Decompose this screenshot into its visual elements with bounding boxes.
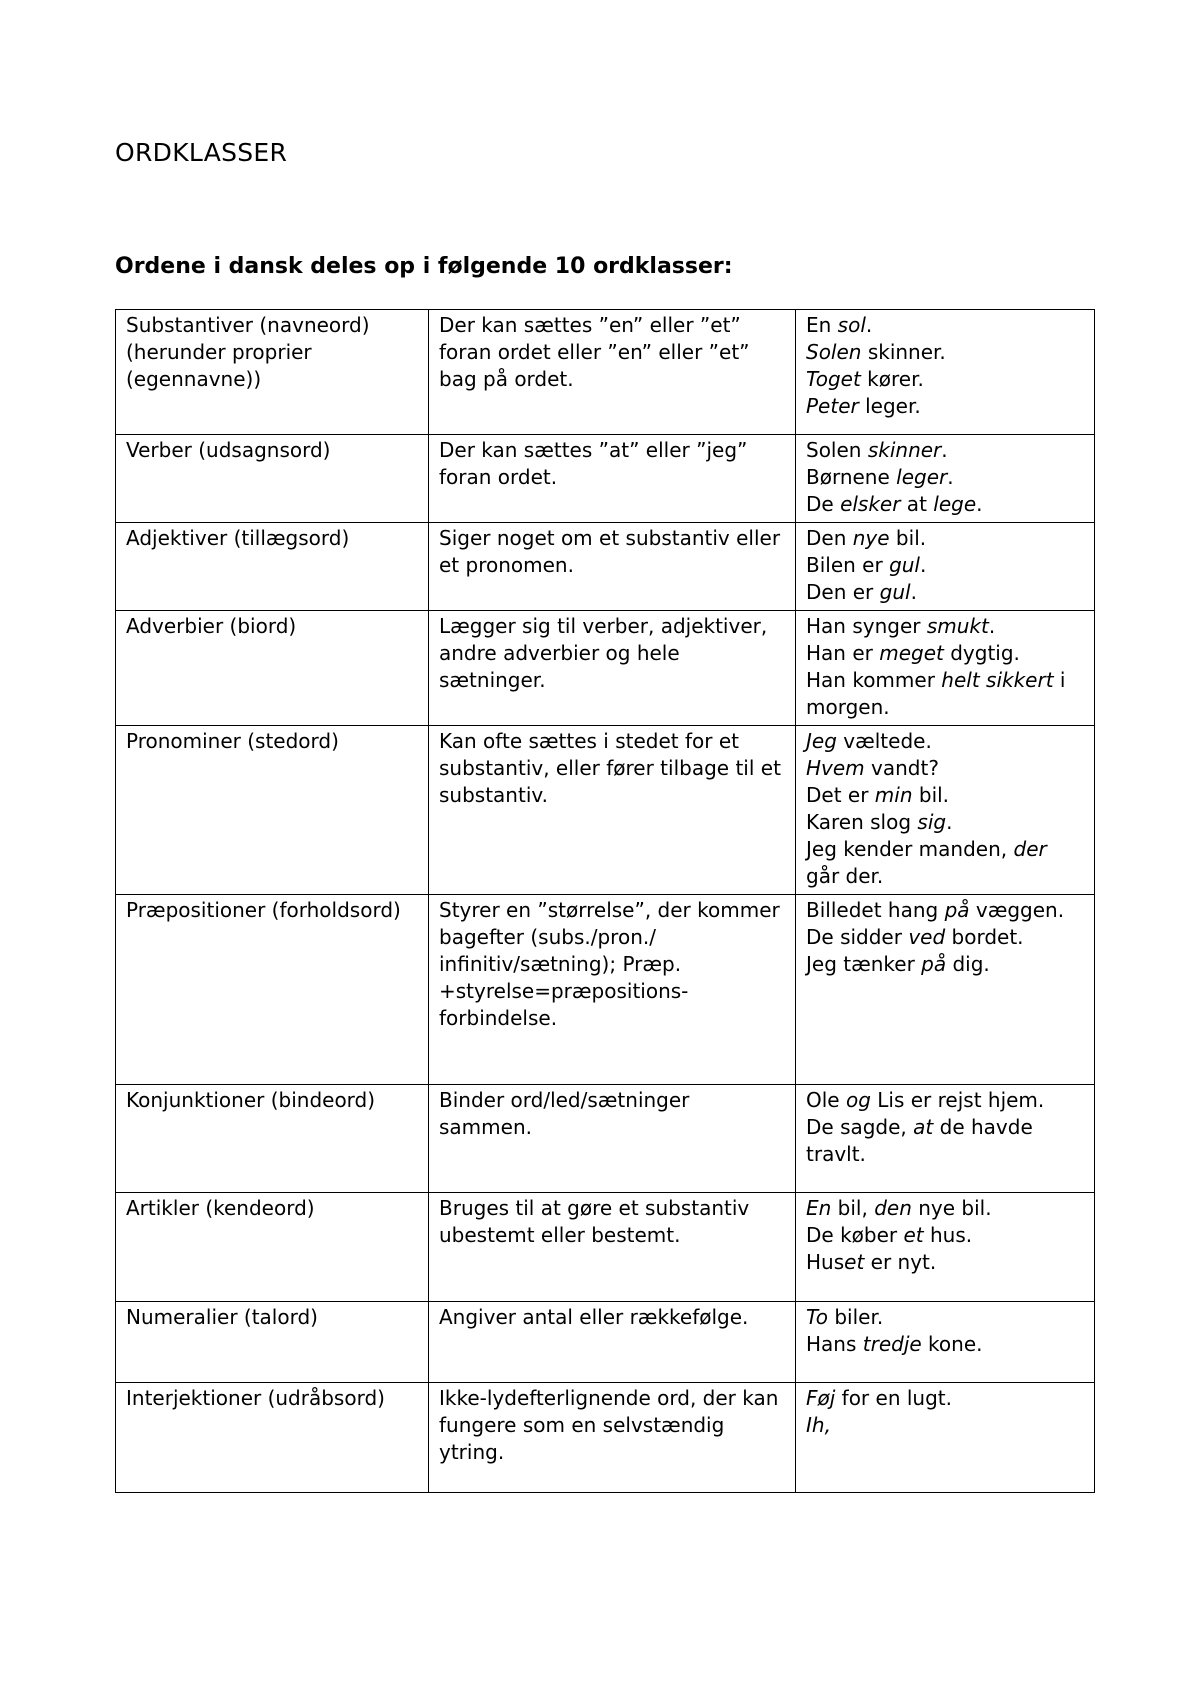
example-sentence <box>806 1114 1086 1168</box>
example-highlight-word: gul <box>879 580 911 604</box>
example-text: væltede. <box>836 729 932 753</box>
example-sentence <box>806 640 1086 667</box>
example-text: Han kommer <box>806 668 942 692</box>
example-highlight-word: Hvem <box>806 756 865 780</box>
example-sentence <box>806 809 1086 836</box>
page-title: ORDKLASSER <box>115 138 288 167</box>
example-text: i morgen. <box>806 668 1066 719</box>
example-highlight-word: Føj <box>806 1386 836 1410</box>
example-sentence <box>806 339 1086 366</box>
example-text: De sidder <box>806 925 909 949</box>
example-text: går der. <box>806 864 884 888</box>
example-highlight-word: leger <box>896 465 948 489</box>
example-sentence <box>806 1087 1086 1114</box>
example-highlight-word: sol <box>837 313 866 337</box>
example-sentence <box>806 393 1086 420</box>
example-sentence <box>806 613 1086 640</box>
example-sentence <box>806 1385 1086 1412</box>
example-text: at <box>900 492 934 516</box>
example-highlight-word: To <box>806 1305 828 1329</box>
table-row <box>116 310 1095 435</box>
example-highlight-word: Toget <box>806 367 861 391</box>
example-text: Karen slog <box>806 810 918 834</box>
examples-cell <box>796 435 1095 523</box>
word-class-cell: Verber (udsagnsord) <box>116 435 429 523</box>
table-row <box>116 1383 1095 1493</box>
description-cell: Styrer en ”størrelse”, der kommer bagefter (subs./pron./ infinitiv/sætning); Præp. +styrelse=præpositions-forbindelse. <box>429 895 796 1085</box>
word-class-table-body <box>116 310 1095 1493</box>
example-text: En <box>806 313 838 337</box>
example-text: bil, <box>831 1196 875 1220</box>
example-highlight-word: sig <box>917 810 947 834</box>
example-text: for en lugt. <box>835 1386 952 1410</box>
example-sentence <box>806 312 1086 339</box>
example-text: dig. <box>946 952 990 976</box>
example-highlight-word: et <box>844 1250 865 1274</box>
example-text: leger. <box>858 394 921 418</box>
table-row <box>116 523 1095 611</box>
example-text: kører. <box>860 367 924 391</box>
example-highlight-word: den <box>874 1196 912 1220</box>
word-class-cell: Adverbier (biord) <box>116 611 429 726</box>
example-text: dygtig. <box>943 641 1020 665</box>
example-text: . <box>946 810 953 834</box>
description-cell: Bruges til at gøre et substantiv ubestemt eller bestemt. <box>429 1193 796 1302</box>
word-class-cell: Adjektiver (tillægsord) <box>116 523 429 611</box>
example-text: bil. <box>889 526 927 550</box>
description-cell: Binder ord/led/sætninger sammen. <box>429 1085 796 1193</box>
example-sentence <box>806 897 1086 924</box>
example-text: bordet. <box>945 925 1024 949</box>
example-highlight-word: Jeg <box>806 729 837 753</box>
example-highlight-word: helt sikkert <box>941 668 1054 692</box>
example-text: Hus <box>806 1250 845 1274</box>
example-highlight-word: at <box>913 1115 934 1139</box>
example-text: De <box>806 492 841 516</box>
example-text: . <box>976 492 983 516</box>
example-highlight-word: skinner <box>867 438 942 462</box>
example-highlight-word: meget <box>879 641 944 665</box>
example-sentence <box>806 1304 1086 1331</box>
example-text: Hans <box>806 1332 863 1356</box>
example-highlight-word: nye <box>852 526 890 550</box>
example-text: hus. <box>923 1223 973 1247</box>
examples-cell <box>796 611 1095 726</box>
examples-cell <box>796 726 1095 895</box>
example-sentence <box>806 924 1086 951</box>
example-text: . <box>910 580 917 604</box>
example-highlight-word: smukt <box>926 614 989 638</box>
table-row <box>116 611 1095 726</box>
example-sentence <box>806 667 1086 721</box>
example-sentence <box>806 728 1086 755</box>
example-text: vandt? <box>864 756 939 780</box>
document-subtitle: Ordene i dansk deles op i følgende 10 ordklasser: <box>115 254 733 279</box>
description-cell: Ikke-lydefterlignende ord, der kan fungere som en selvstændig ytring. <box>429 1383 796 1493</box>
word-class-cell: Interjektioner (udråbsord) <box>116 1383 429 1493</box>
description-cell: Angiver antal eller rækkefølge. <box>429 1302 796 1383</box>
example-text: biler. <box>827 1305 884 1329</box>
example-highlight-word: lege <box>933 492 977 516</box>
example-sentence <box>806 782 1086 809</box>
word-class-cell: Substantiver (navneord) (herunder proprier (egennavne)) <box>116 310 429 435</box>
example-sentence <box>806 1195 1086 1222</box>
example-highlight-word: Solen <box>806 340 862 364</box>
examples-cell <box>796 1302 1095 1383</box>
example-text: . <box>865 313 873 337</box>
example-text: Ole <box>806 1088 846 1112</box>
example-sentence <box>806 1222 1086 1249</box>
description-cell: Der kan sættes ”en” eller ”et” foran ordet eller ”en” eller ”et” bag på ordet. <box>429 310 796 435</box>
example-text: Han er <box>806 641 880 665</box>
example-text: Han synger <box>806 614 927 638</box>
example-text: Den <box>806 526 853 550</box>
description-cell: Kan ofte sættes i stedet for et substantiv, eller fører tilbage til et substantiv. <box>429 726 796 895</box>
example-sentence <box>806 951 1086 978</box>
example-sentence <box>806 525 1086 552</box>
example-text: . <box>947 465 954 489</box>
example-sentence <box>806 464 1086 491</box>
example-text: bil. <box>912 783 950 807</box>
example-text: De sagde, <box>806 1115 914 1139</box>
word-class-cell: Konjunktioner (bindeord) <box>116 1085 429 1193</box>
example-text: væggen. <box>969 898 1065 922</box>
examples-cell <box>796 1193 1095 1302</box>
examples-cell <box>796 895 1095 1085</box>
example-text: . <box>941 438 948 462</box>
example-sentence <box>806 437 1086 464</box>
example-text: Jeg tænker <box>806 952 922 976</box>
example-highlight-word: der <box>1013 837 1047 861</box>
example-text: Lis er rejst hjem. <box>870 1088 1045 1112</box>
example-sentence <box>806 1249 1086 1276</box>
example-highlight-word: En <box>806 1196 832 1220</box>
word-class-table <box>115 309 1095 1493</box>
example-text: Børnene <box>806 465 897 489</box>
description-cell: Lægger sig til verber, adjektiver, andre adverbier og hele sætninger. <box>429 611 796 726</box>
examples-cell <box>796 1085 1095 1193</box>
example-highlight-word: elsker <box>840 492 901 516</box>
word-class-cell: Præpositioner (forholdsord) <box>116 895 429 1085</box>
example-text: . <box>988 614 996 638</box>
example-text: . <box>920 553 927 577</box>
table-row <box>116 895 1095 1085</box>
example-text: er nyt. <box>864 1250 937 1274</box>
example-sentence <box>806 755 1086 782</box>
example-text: Jeg kender manden, <box>806 837 1014 861</box>
example-text: De køber <box>806 1223 904 1247</box>
example-text: Den er <box>806 580 880 604</box>
example-sentence <box>806 1412 1086 1439</box>
example-text: de havde travlt. <box>806 1115 1033 1166</box>
example-highlight-word: min <box>874 783 913 807</box>
word-class-cell: Pronominer (stedord) <box>116 726 429 895</box>
example-highlight-word: på <box>944 898 970 922</box>
example-sentence <box>806 366 1086 393</box>
examples-cell <box>796 310 1095 435</box>
table-row <box>116 1302 1095 1383</box>
example-highlight-word: ved <box>908 925 946 949</box>
example-highlight-word: tredje <box>862 1332 922 1356</box>
example-highlight-word: på <box>921 952 947 976</box>
example-text: Billedet hang <box>806 898 945 922</box>
example-text: Solen <box>806 438 868 462</box>
description-cell: Der kan sættes ”at” eller ”jeg” foran ordet. <box>429 435 796 523</box>
example-text: Det er <box>806 783 875 807</box>
description-cell: Siger noget om et substantiv eller et pronomen. <box>429 523 796 611</box>
table-row <box>116 1193 1095 1302</box>
example-highlight-word: gul <box>889 553 920 577</box>
example-text: skinner. <box>861 340 946 364</box>
example-highlight-word: et <box>903 1223 924 1247</box>
example-sentence <box>806 552 1086 579</box>
example-text: nye bil. <box>911 1196 992 1220</box>
examples-cell <box>796 1383 1095 1493</box>
examples-cell <box>796 523 1095 611</box>
word-class-cell: Numeralier (talord) <box>116 1302 429 1383</box>
table-row <box>116 435 1095 523</box>
example-highlight-word: og <box>845 1088 871 1112</box>
example-text: kone. <box>921 1332 983 1356</box>
example-text: Bilen er <box>806 553 890 577</box>
word-class-cell: Artikler (kendeord) <box>116 1193 429 1302</box>
example-sentence <box>806 1331 1086 1358</box>
example-highlight-word: Ih, <box>806 1413 831 1437</box>
table-row <box>116 726 1095 895</box>
example-highlight-word: Peter <box>806 394 859 418</box>
example-sentence <box>806 836 1086 890</box>
table-row <box>116 1085 1095 1193</box>
example-sentence <box>806 491 1086 518</box>
example-sentence <box>806 579 1086 606</box>
